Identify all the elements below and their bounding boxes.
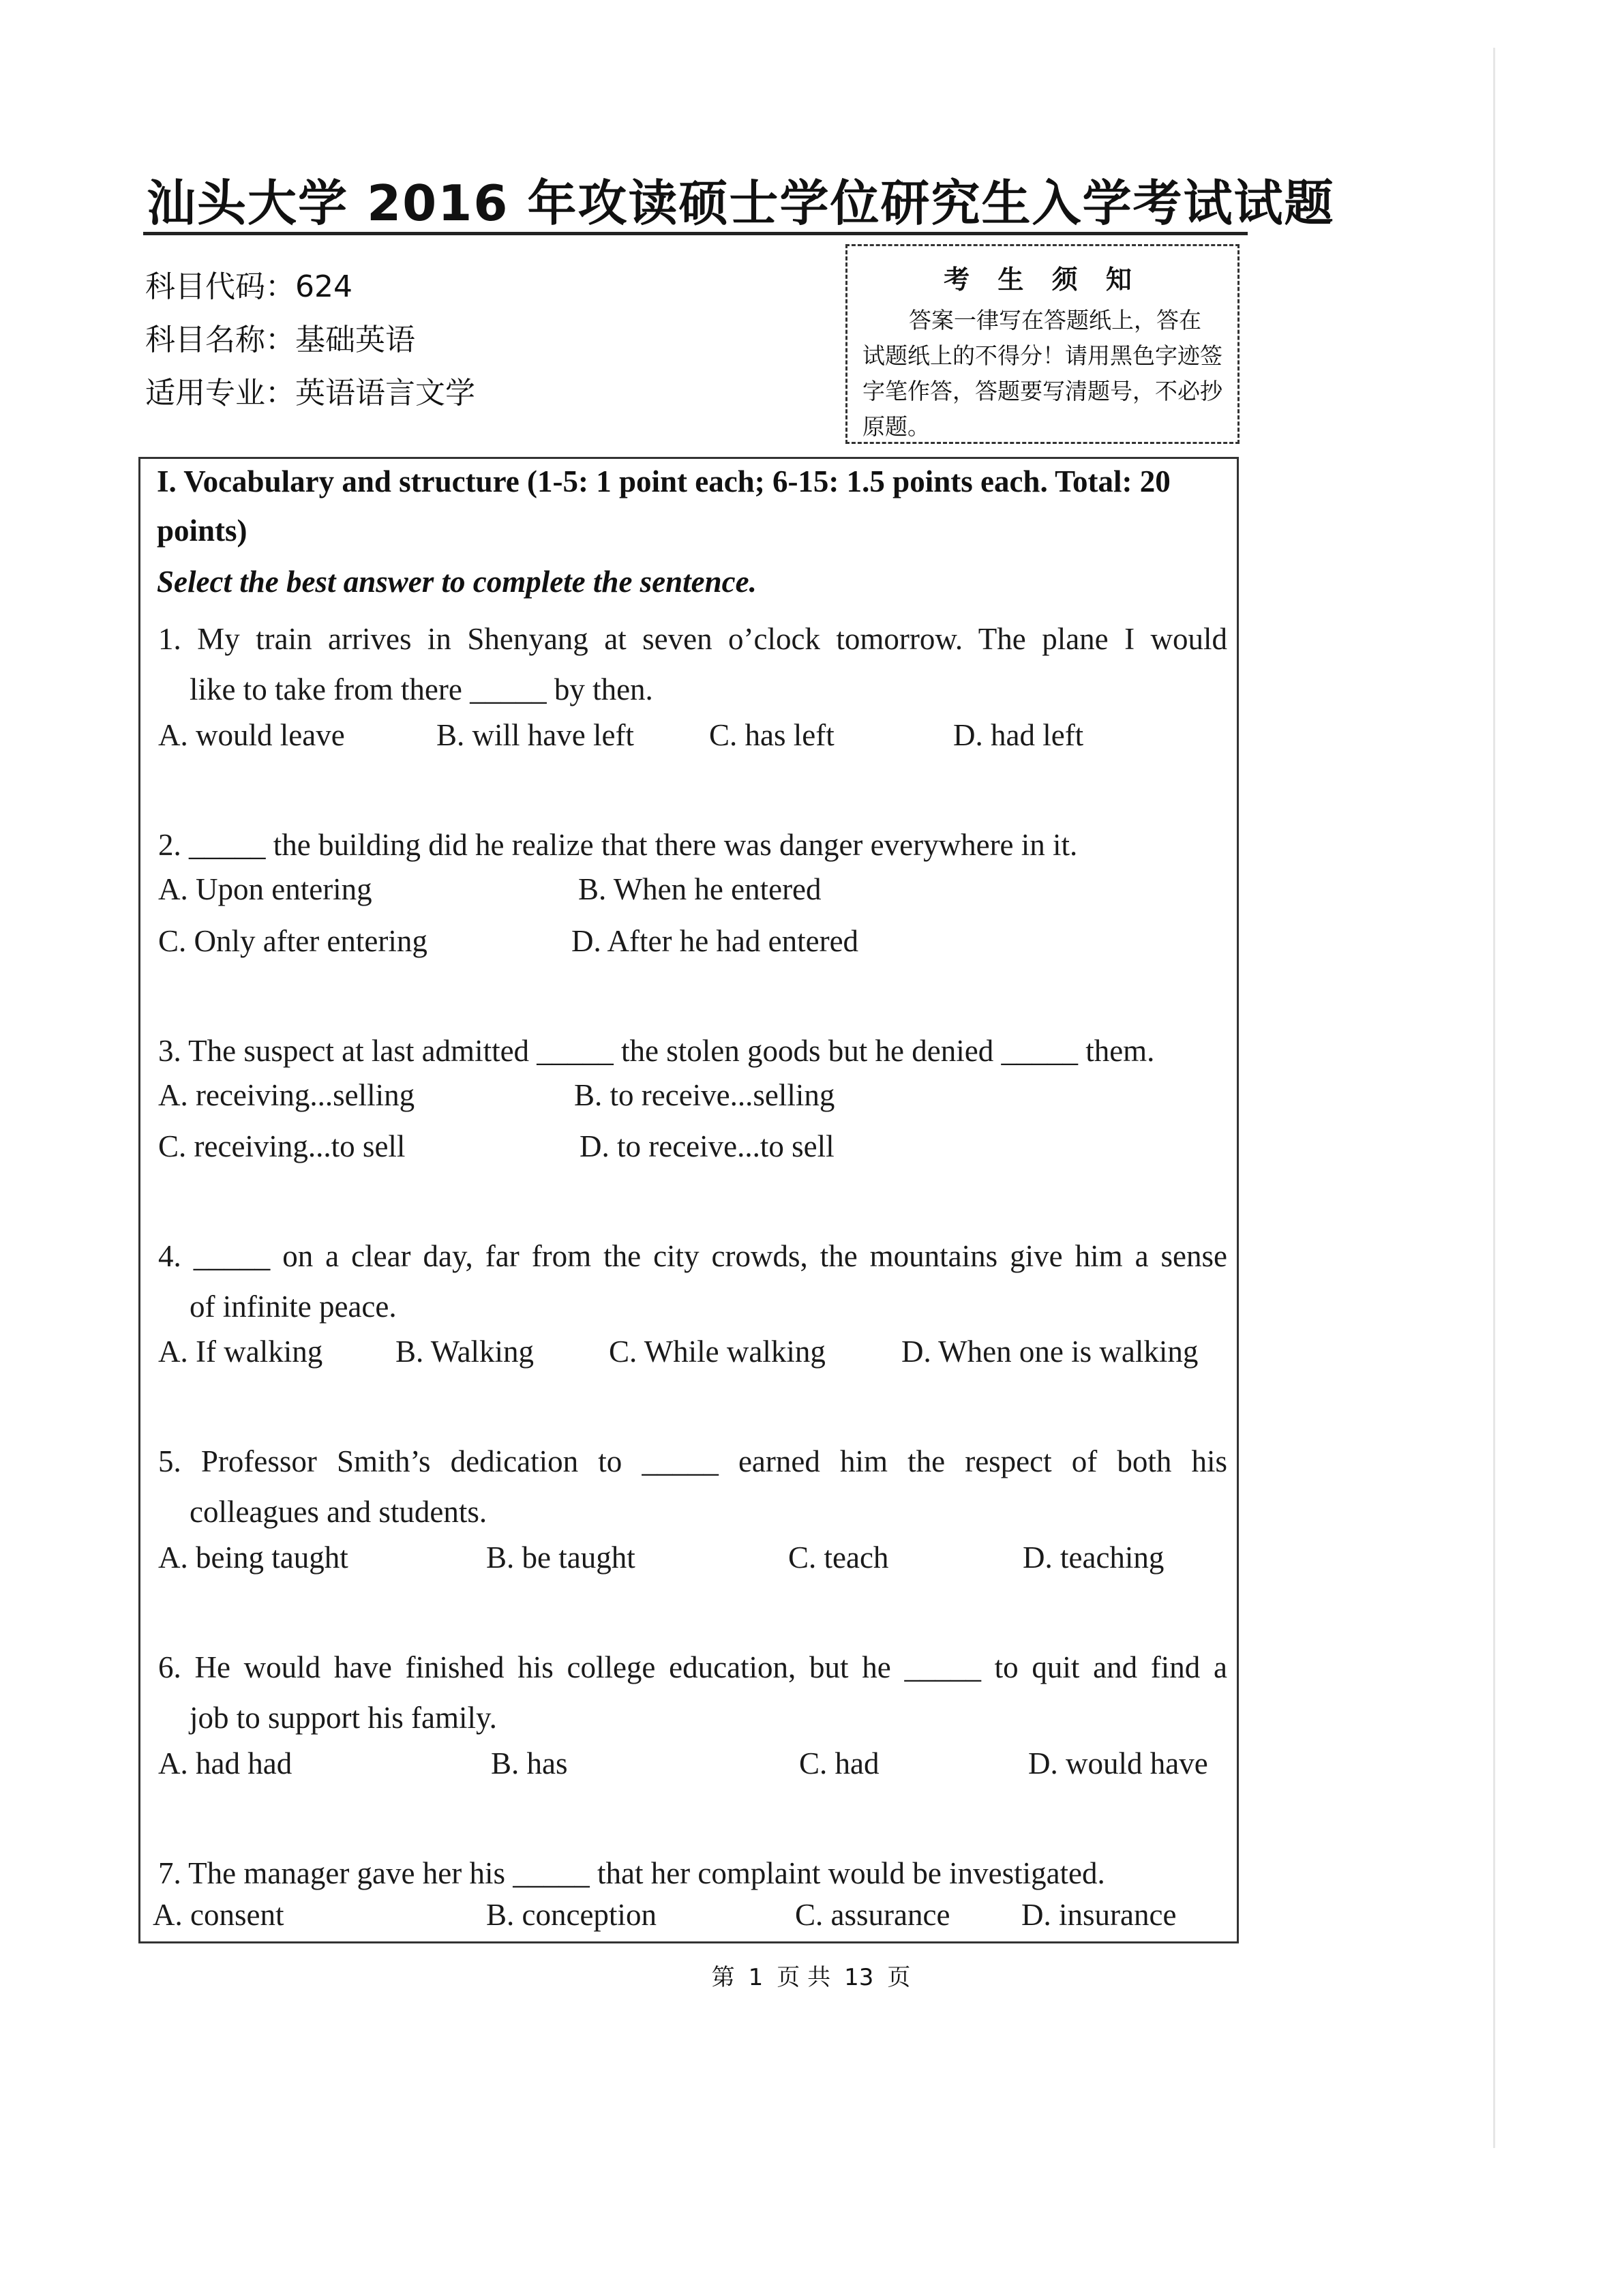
q4-option-d: D. When one is walking (901, 1335, 1199, 1369)
q6-option-d: D. would have (1028, 1746, 1208, 1780)
question-6-line1: 6. He would have finished his college education, but he _____ to quit and find a (158, 1650, 1227, 1684)
q3-option-a: A. receiving...selling (158, 1078, 415, 1112)
question-3 (158, 1026, 1227, 1076)
q1-option-b: B. will have left (436, 718, 634, 752)
q3-option-d: D. to receive...to sell (580, 1129, 835, 1163)
q5-option-a: A. being taught (158, 1540, 348, 1575)
q4-option-a: A. If walking (158, 1335, 323, 1369)
question-1-line1: 1. My train arrives in Shenyang at seven o’clock tomorrow. The plane I would (158, 622, 1227, 656)
question-6 (158, 1642, 1227, 1743)
question-5 (158, 1436, 1227, 1537)
q5-option-b: B. be taught (486, 1540, 635, 1575)
exam-title: 汕头大学 2016 年攻读硕士学位研究生入学考试试题 (147, 175, 1335, 232)
notice-title: 考 生 须 知 (944, 265, 1141, 295)
question-7 (158, 1848, 1227, 1898)
question-3-line1: 3. The suspect at last admitted _____ the stolen goods but he denied _____ them. (158, 1034, 1155, 1068)
q4-option-c: C. While walking (609, 1335, 826, 1369)
q2-option-c: C. Only after entering (158, 924, 427, 958)
q6-option-a: A. had had (158, 1746, 292, 1780)
subject-code: 科目代码：624 (145, 269, 352, 304)
question-2 (158, 820, 1227, 870)
notice-body: 答案一律写在答题纸上，答在试题纸上的不得分！请用黑色字迹签字笔作答，答题要写清题号，不必抄原题。 (862, 307, 1222, 440)
question-1-line2: like to take from there _____ by then. (190, 672, 653, 706)
footer-suffix: 页 (887, 1964, 911, 1991)
q1-option-d: D. had left (953, 718, 1084, 752)
footer-total-pages: 13 (844, 1964, 874, 1991)
question-2-line1: 2. _____ the building did he realize that there was danger everywhere in it. (158, 828, 1078, 862)
question-6-line2: job to support his family. (190, 1701, 497, 1735)
q2-option-b: B. When he entered (578, 872, 822, 906)
applicable-major: 适用专业：英语语言文学 (145, 376, 475, 411)
question-5-line1: 5. Professor Smith’s dedication to _____ earned him the respect of both his (158, 1444, 1227, 1478)
q3-option-c: C. receiving...to sell (158, 1129, 406, 1163)
q7-option-a: A. consent (153, 1898, 284, 1932)
q5-option-d: D. teaching (1023, 1540, 1165, 1575)
question-1 (158, 614, 1227, 715)
footer-prefix: 第 (711, 1964, 735, 1991)
q6-option-b: B. has (491, 1746, 568, 1780)
candidate-notice-box (845, 244, 1240, 444)
subject-name: 科目名称：基础英语 (145, 323, 415, 357)
q2-option-d: D. After he had entered (571, 924, 859, 958)
footer-mid: 页 共 (777, 1964, 831, 1991)
question-7-line1: 7. The manager gave her his _____ that her complaint would be investigated. (158, 1856, 1105, 1890)
footer-page-number: 1 (748, 1964, 764, 1991)
q7-option-c: C. assurance (795, 1898, 950, 1932)
question-5-line2: colleagues and students. (190, 1495, 487, 1529)
q6-option-c: C. had (799, 1746, 880, 1780)
q1-option-c: C. has left (709, 718, 835, 752)
q2-option-a: A. Upon entering (158, 872, 372, 906)
q1-option-a: A. would leave (158, 718, 345, 752)
question-4-line2: of infinite peace. (190, 1289, 397, 1324)
q7-option-b: B. conception (486, 1898, 657, 1932)
q4-option-b: B. Walking (395, 1335, 535, 1369)
title-underline (143, 232, 1248, 235)
question-4-line1: 4. _____ on a clear day, far from the city crowds, the mountains give him a sense (158, 1239, 1227, 1273)
section-heading-line2: points) (157, 513, 247, 548)
page-footer (0, 1958, 1622, 1992)
q7-option-d: D. insurance (1021, 1898, 1177, 1932)
section-heading-line1: I. Vocabulary and structure (1-5: 1 point each; 6-15: 1.5 points each. Total: 20 (157, 464, 1171, 498)
q5-option-c: C. teach (788, 1540, 889, 1575)
question-4 (158, 1231, 1227, 1332)
section-instruction: Select the best answer to complete the sentence. (157, 565, 757, 599)
scan-edge-line (1493, 48, 1495, 2148)
q3-option-b: B. to receive...selling (574, 1078, 835, 1112)
